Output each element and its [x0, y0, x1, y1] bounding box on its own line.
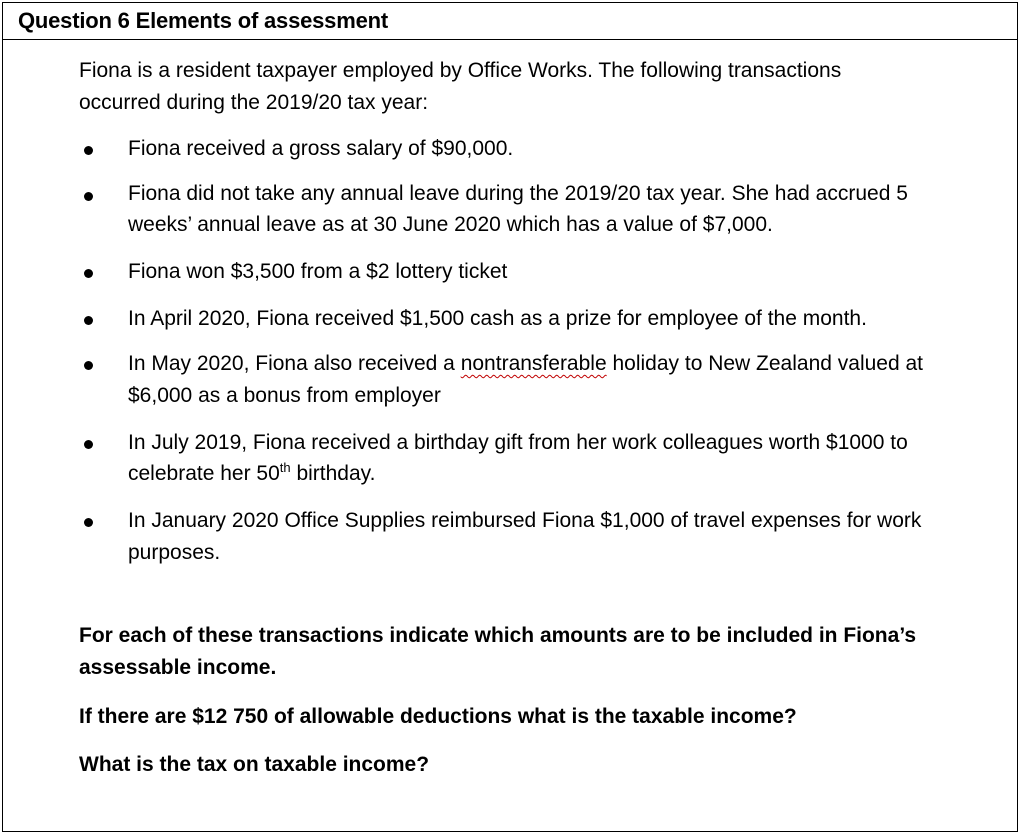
intro-line-2: occurred during the 2019/20 tax year: — [79, 91, 429, 114]
bullet-lottery: Fiona won $3,500 from a $2 lottery ticket — [128, 260, 508, 283]
bullet-annual-leave-line-1: Fiona did not take any annual leave during the 2019/20 tax year. She had accrued 5 — [128, 182, 908, 205]
heading-box — [2, 2, 1018, 40]
bullet-holiday-line-1 — [128, 348, 1013, 380]
bullet-travel-line-2: purposes. — [128, 541, 221, 564]
spellcheck-flagged-word: nontransferable — [460, 352, 607, 375]
birthday-text-post: birthday. — [290, 462, 376, 485]
bullet-icon — [80, 514, 96, 530]
question-assessable-line-2: assessable income. — [79, 656, 277, 679]
bullet-annual-leave-line-2: weeks’ annual leave as at 30 June 2020 which has a value of $7,000. — [128, 213, 773, 236]
bullet-birthday-line-1: In July 2019, Fiona received a birthday gift from her work colleagues worth $1000 to — [128, 431, 908, 454]
bullet-holiday-line-2: $6,000 as a bonus from employer — [128, 384, 441, 407]
bullet-icon — [80, 188, 96, 204]
question-taxable-income: If there are $12 750 of allowable deductions what is the taxable income? — [79, 705, 797, 728]
bullet-birthday-line-2 — [128, 458, 1013, 490]
question-assessable-line-1: For each of these transactions indicate which amounts are to be included in Fiona’s — [79, 624, 917, 647]
bullet-salary: Fiona received a gross salary of $90,000. — [128, 137, 514, 160]
bullet-employee-prize: In April 2020, Fiona received $1,500 cash as a prize for employee of the month. — [128, 307, 867, 330]
ordinal-superscript: th — [279, 460, 291, 475]
intro-line-1: Fiona is a resident taxpayer employed by Office Works. The following transactions — [79, 59, 842, 82]
question-tax-on-income: What is the tax on taxable income? — [79, 753, 430, 776]
holiday-text-post: holiday to New Zealand valued at — [606, 352, 924, 375]
holiday-text-pre: In May 2020, Fiona also received a — [128, 352, 461, 375]
bullet-icon — [80, 265, 96, 281]
birthday-text-pre: celebrate her 50 — [128, 462, 280, 485]
bullet-icon — [80, 357, 96, 373]
bullet-icon — [80, 436, 96, 452]
bullet-icon — [80, 142, 96, 158]
bullet-travel-line-1: In January 2020 Office Supplies reimbursed Fiona $1,000 of travel expenses for work — [128, 509, 922, 532]
bullet-icon — [80, 312, 96, 328]
question-heading: Question 6 Elements of assessment — [18, 8, 388, 33]
